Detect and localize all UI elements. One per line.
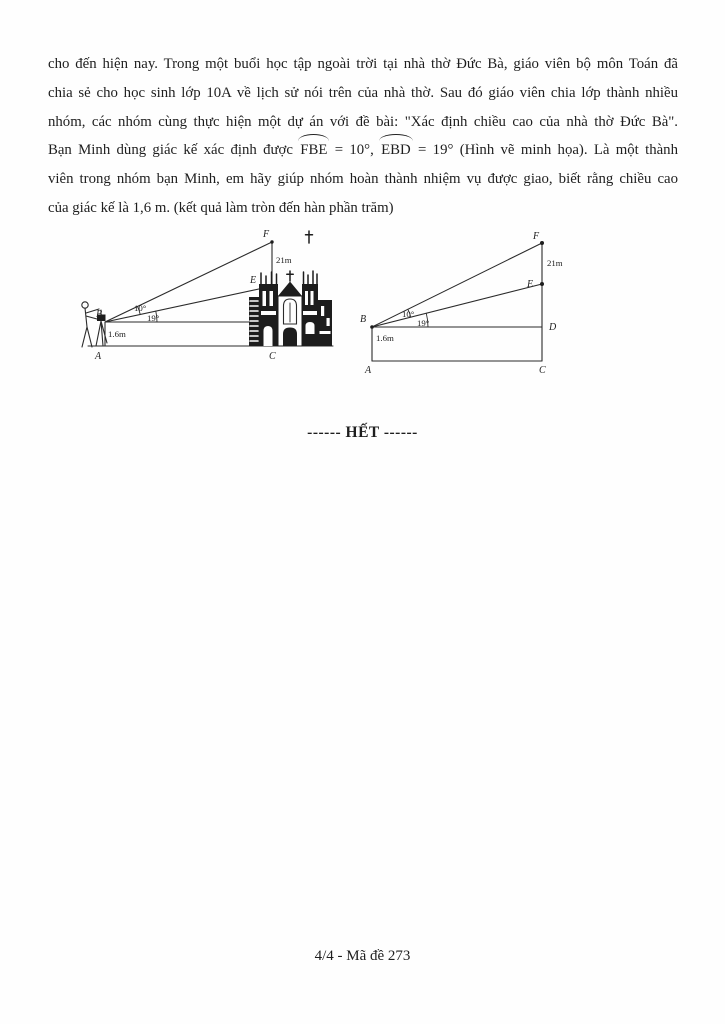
label-1.6m-right: 1.6m: [376, 333, 394, 343]
label-1.6m-left: 1.6m: [108, 329, 126, 339]
paragraph-line-5: viên trong nhóm bạn Minh, em hãy giúp nhóm hoàn thành nhiệm vụ được giao, biết rằng chiều cao: [48, 171, 678, 188]
page-footer: 4/4 - Mã đề 273: [314, 948, 411, 964]
paragraph-line-3: nhóm, các nhóm cùng thực hiện một dự án với đề bài: "Xác định chiều cao của nhà thờ Đức Bà".: [48, 113, 678, 130]
paragraph-line-4: [48, 136, 678, 165]
problem-text: [48, 50, 678, 223]
label-A-right: A: [365, 365, 372, 376]
label-21m-right: 21m: [547, 258, 563, 268]
label-F-right: F: [533, 231, 540, 242]
cathedral-drawing: [249, 231, 332, 346]
diagram-cathedral-illustration: [70, 222, 345, 377]
paragraph-line-6: của giác kế là 1,6 m. (kết quả làm tròn đến hàn phần trăm): [48, 199, 394, 216]
label-10deg-right: 10°: [402, 309, 415, 319]
label-E-right: E: [527, 279, 534, 290]
label-B-right: B: [360, 314, 367, 325]
line4-pre: Bạn Minh dùng giác kế xác định được: [48, 142, 293, 159]
label-A-left: A: [95, 351, 102, 362]
end-marker: ------ HẾT ------: [307, 424, 418, 441]
label-10deg-left: 10°: [134, 303, 147, 313]
angle-notation-EBD: EBD: [380, 136, 412, 165]
line4-eq1: = 10°,: [334, 142, 374, 159]
label-C-left: C: [269, 351, 276, 362]
line4-eq2: = 19°: [418, 142, 454, 159]
label-C-right: C: [539, 365, 546, 376]
paragraph-line-2: chia sẻ cho học sinh lớp 10A về lịch sử nói trên của nhà thờ. Sau đó giáo viên chia lớp thành nhiều: [48, 84, 678, 101]
cross-icon: [306, 231, 313, 243]
label-19deg-right: 19°: [417, 318, 430, 328]
label-D-right: D: [549, 322, 557, 333]
label-19deg-left: 19°: [147, 313, 160, 323]
diagram-geometry-simplified: [355, 222, 575, 377]
angle-notation-FBE: FBE: [299, 136, 328, 165]
line4-post: (Hình vẽ minh họa). Là một thành: [459, 142, 678, 159]
label-21m-left: 21m: [276, 255, 292, 265]
label-F-left: F: [263, 229, 270, 240]
paragraph-line-1: cho đến hiện nay. Trong một buổi học tập ngoài trời tại nhà thờ Đức Bà, giáo viên bộ môn Toán đã: [48, 56, 678, 72]
sight-lines-right: [370, 241, 544, 361]
label-E-left: E: [250, 275, 257, 286]
label-B-left: B: [96, 309, 103, 320]
